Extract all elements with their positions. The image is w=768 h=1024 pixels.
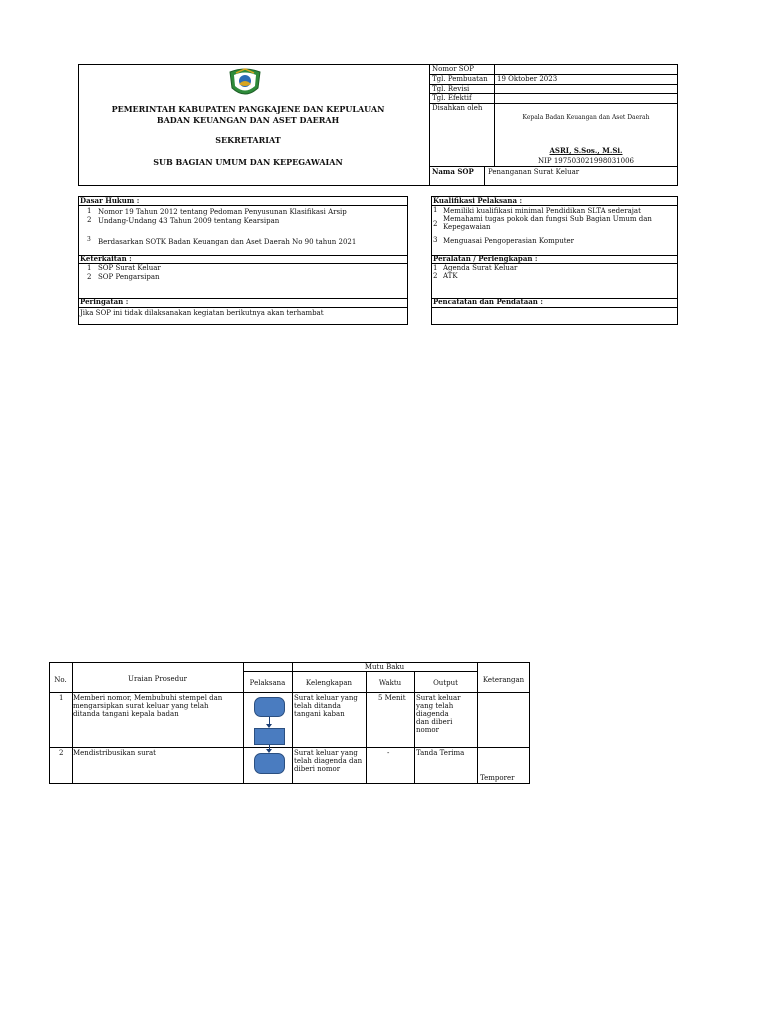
flow-terminator-start: [254, 697, 285, 717]
tgl-pembuatan-value: 19 Oktober 2023: [497, 75, 558, 83]
peralatan-num: 2: [433, 272, 438, 280]
kualifikasi-item: Menguasai Pengoperasian Komputer: [443, 237, 575, 245]
kualifikasi-title-line: [431, 205, 678, 206]
nama-sop-value: Penanganan Surat Keluar: [488, 168, 580, 176]
row-waktu: -: [387, 749, 390, 757]
col-no-header: No.: [54, 676, 67, 684]
peringatan-title-line: [78, 307, 408, 308]
table-row-line: [49, 692, 530, 693]
kualifikasi-num: 1: [433, 206, 438, 214]
section-title: SEKRETARIAT: [215, 135, 281, 145]
signer-nip: NIP 197503021998031006: [538, 157, 634, 165]
subsection-title: SUB BAGIAN UMUM DAN KEPEGAWAIAN: [153, 157, 343, 167]
col-output-header: Output: [433, 679, 458, 687]
tgl-revisi-label: Tgl. Revisi: [432, 85, 470, 93]
kualifikasi-num: 3: [433, 236, 438, 244]
row-uraian: Memberi nomor, Membubuhi stempel dan mengarsipkan surat keluar yang telah ditanda tangani kepala badan: [73, 694, 223, 718]
header-divider: [429, 64, 430, 186]
keterkaitan-num: 2: [87, 273, 92, 281]
table-col-line: [292, 671, 293, 784]
dasar-num: 1: [87, 207, 92, 215]
keterkaitan-item: SOP Surat Keluar: [98, 264, 161, 272]
dasar-item: Undang-Undang 43 Tahun 2009 tentang Kearsipan: [98, 217, 280, 225]
col-waktu-header: Waktu: [378, 679, 402, 687]
kepala-badan-text: Kepala Badan Keuangan dan Aset Daerah: [522, 114, 650, 121]
keterkaitan-title: Keterkaitan :: [80, 254, 132, 263]
signer-name: ASRI, S.Sos., M.Si.: [549, 146, 623, 155]
col-pelaksana-header: Pelaksana: [249, 679, 286, 687]
row-no: 2: [59, 749, 64, 757]
pencatatan-title-line: [431, 307, 678, 308]
row-output: Tanda Terima: [416, 749, 465, 757]
row-waktu: 5 Menit: [378, 694, 406, 702]
row-output: Surat keluar yang telah diagenda dan diberi nomor: [416, 694, 461, 734]
kualifikasi-item: Memiliki kualifikasi minimal Pendidikan SLTA sederajat: [443, 207, 641, 215]
disahkan-label: Disahkan oleh: [432, 104, 483, 112]
keterkaitan-num: 1: [87, 264, 92, 272]
peringatan-title: Peringatan :: [80, 297, 129, 306]
tgl-pembuatan-label: Tgl. Pembuatan: [432, 75, 488, 83]
nomor-sop-label: Nomor SOP: [432, 65, 475, 73]
col-mutu-header: Mutu Baku: [364, 663, 405, 671]
dasar-hukum-title-line: [78, 205, 408, 206]
peralatan-title: Peralatan / Perlengkapan :: [433, 254, 538, 263]
table-col-line: [414, 671, 415, 784]
tgl-efektif-label: Tgl. Efektif: [432, 94, 472, 102]
dasar-num: 2: [87, 216, 92, 224]
col-keterangan-header: Keterangan: [482, 676, 525, 684]
table-row-line: [49, 747, 530, 748]
peringatan-text: Jika SOP ini tidak dilaksanakan kegiatan berikutnya akan terhambat: [80, 309, 324, 317]
row-no: 1: [59, 694, 64, 702]
peralatan-item: ATK: [443, 272, 458, 280]
dasar-item: Berdasarkan SOTK Badan Keuangan dan Aset Daerah No 90 tahun 2021: [98, 238, 357, 246]
dasar-item: Nomor 19 Tahun 2012 tentang Pedoman Penyusunan Klasifikasi Arsip: [98, 208, 347, 216]
agency-title: BADAN KEUANGAN DAN ASET DAERAH: [156, 115, 340, 125]
peralatan-num: 1: [433, 264, 438, 272]
table-col-line: [366, 671, 367, 784]
dasar-num: 3: [87, 236, 91, 243]
kualifikasi-item: Memahami tugas pokok dan fungsi Sub Bagian Umum dan Kepegawaian: [443, 215, 652, 231]
gov-title: PEMERINTAH KABUPATEN PANGKAJENE DAN KEPULAUAN: [111, 104, 385, 114]
sop-header-box: [78, 64, 678, 186]
table-row-line: [243, 671, 477, 672]
flow-terminator-end: [254, 753, 285, 774]
peralatan-item: Agenda Surat Keluar: [443, 264, 518, 272]
col-kelengkapan-header: Kelengkapan: [305, 679, 353, 687]
kualifikasi-title: Kualifikasi Pelaksana :: [433, 196, 523, 205]
meta-col-divider: [484, 166, 485, 186]
nama-sop-label: Nama SOP: [432, 167, 474, 176]
flow-process-box: [254, 728, 285, 745]
row-uraian: Mendistribusikan surat: [73, 749, 156, 757]
kualifikasi-num: 2: [433, 220, 438, 228]
row-kelengkapan: Surat keluar yang telah ditanda tangani kaban: [294, 694, 358, 718]
pencatatan-title: Pencatatan dan Pendataan :: [433, 297, 543, 306]
col-uraian-header: Uraian Prosedur: [128, 675, 187, 683]
regency-emblem: [226, 64, 264, 100]
row-keterangan: Temporer: [480, 774, 515, 782]
dasar-hukum-title: Dasar Hukum :: [80, 196, 140, 205]
row-kelengkapan: Surat keluar yang telah diagenda dan diberi nomor: [294, 749, 363, 773]
keterkaitan-item: SOP Pengarsipan: [98, 273, 160, 281]
